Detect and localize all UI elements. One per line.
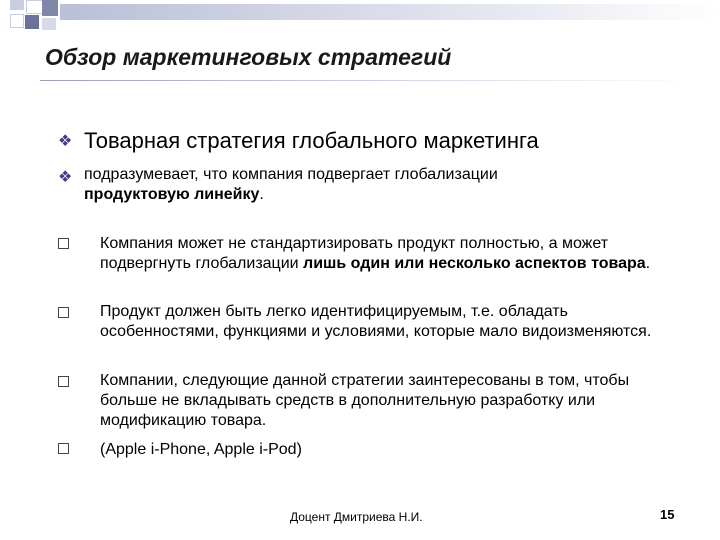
title-underline — [40, 80, 700, 81]
decor-square — [42, 18, 56, 30]
lead-bullet-text — [84, 165, 574, 205]
main-heading: Товарная стратегия глобального маркетинга — [84, 128, 539, 153]
decor-strip — [60, 4, 720, 20]
page-number: 15 — [660, 507, 675, 522]
header-decoration — [0, 0, 720, 40]
checkbox-bullet-icon — [58, 307, 69, 318]
decor-square — [25, 15, 39, 29]
checkbox-bullet-icon — [58, 443, 69, 454]
footer-author: Доцент Дмитриева Н.И. — [290, 510, 423, 524]
point-2: Продукт должен быть легко идентифицируемым, т.е. обладать особенностями, функциями и условиями, которые мало видоизменяются. — [100, 303, 652, 340]
point-1-post: . — [645, 255, 651, 272]
diamond-bullet-icon: ❖ — [58, 133, 73, 150]
point-1 — [100, 234, 685, 274]
checkbox-bullet-icon — [58, 238, 69, 249]
lead-end: . — [259, 186, 264, 203]
decor-square — [10, 14, 24, 28]
checkbox-bullet-icon — [58, 376, 69, 387]
diamond-bullet-icon: ❖ — [58, 169, 73, 186]
decor-square — [10, 0, 24, 10]
point-3: Компании, следующие данной стратегии заинтересованы в том, чтобы больше не вкладывать средств в дополнительную разработку или модификацию товара. — [100, 372, 630, 429]
point-1-pre: Компания может не стандартизировать продукт полностью, а может подвергнуть глобализации — [100, 235, 609, 272]
lead-text: подразумевает, что компания подвергает глобализации — [84, 166, 498, 183]
slide-title: Обзор маркетинговых стратегий — [45, 44, 452, 70]
lead-bold: продуктовую линейку — [84, 186, 260, 203]
point-4: (Apple i-Phone, Apple i-Pod) — [100, 441, 302, 458]
decor-square — [42, 0, 58, 16]
point-1-bold: лишь один или несколько аспектов товара — [303, 255, 646, 272]
